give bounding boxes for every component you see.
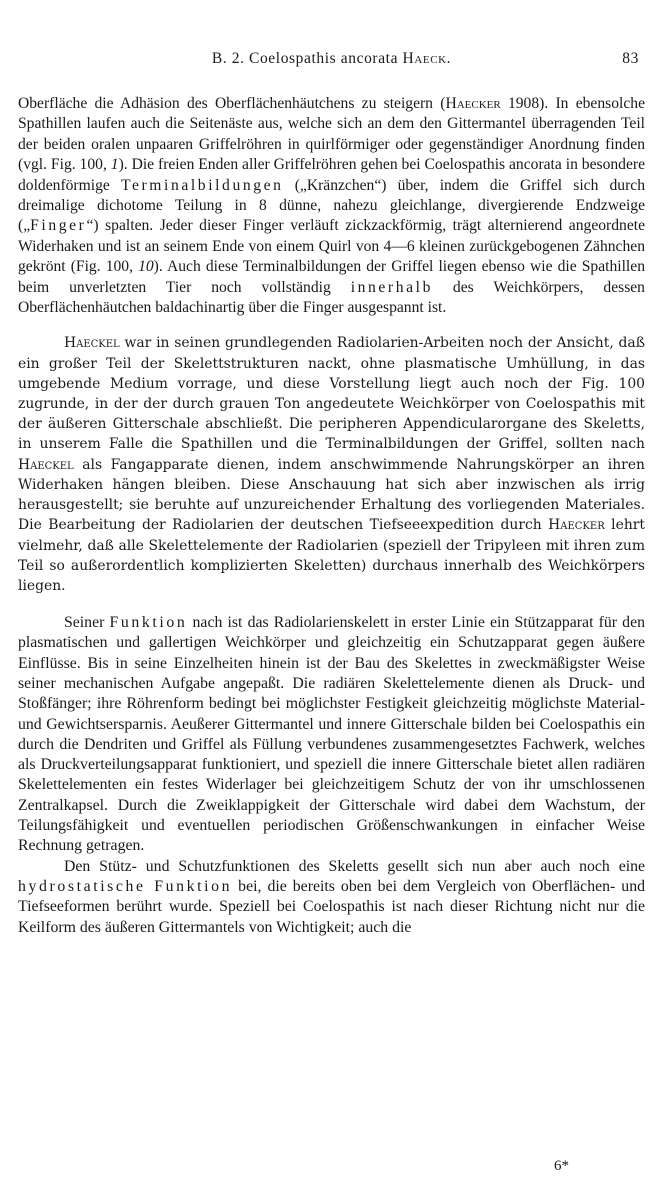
page-header bbox=[18, 50, 645, 72]
paragraph-3: Seiner Funktion nach ist das Radiolarienskelett in erster Linie ein Stützapparat für den plasmatischen und gallertigen Weichkörper und gleichzeitig ein Schutzapparat gegen äußere Einflüsse. Bis in seine Einzelheiten hinein ist der Bau des Skelettes in zweckmäßigster Weise seiner mechanischen Aufgabe angepaßt. Die radiären Skelettelemente dienen als Druck- und Stoßfänger; ihre Röhrenform bedingt bei möglichster Festigkeit gleichzeitig möglichste Material- und Gewichtsersparnis. Aeußerer Gittermantel und innere Gitterschale bilden bei Coelospathis ein durch die Dendriten und Griffel als Füllung verbundenes zusammengesetztes Fachwerk, welches als Druckverteilungsapparat funktioniert, und speziell die innere Gitterschale bietet allen radiären Skelettelementen ein festes Widerlager bei gleichzeitigem Schutz der von ihr umschlossenen Zentralkapsel. Durch die Zweiklappigkeit der Gitterschale wird dabei dem Wachstum, der Teilungsfähigkeit und eventuellen periodischen Größenschwankungen in einfacher Weise Rechnung getragen. bbox=[18, 614, 645, 855]
page-number: 83 bbox=[622, 50, 639, 67]
author-name: Haecker bbox=[445, 95, 501, 112]
running-head-author: Haeck. bbox=[402, 50, 452, 67]
paragraph-1: Oberfläche die Adhäsion des Oberflächenhäutchens zu steigern (Haecker 1908). In ebensolche Spathillen laufen auch die Seitenäste aus, welche sich an dem den Gittermantel überragenden Teil der beiden oralen unpaaren Griffelröhren in quirlförmiger oder gegenständiger Anordnung finden (vgl. Fig. 100, 1). Die freien Enden aller Griffelröhren gehen bei Coelospathis ancorata in besondere doldenförmige Terminalbildungen („Kränzchen“) über, indem die Griffel sich durch dreimalige dichotome Teilung in 8 dünne, nahezu gleichlange, divergierende Endzweige („Finger“) spalten. Jeder dieser Finger verläuft zickzackförmig, trägt alternierend angeordnete Widerhaken und ist an seinem Ende von einem Quirl von 4—6 kleinen zurückgebogenen Zähnchen gekrönt (Fig. 100, 10). Auch diese Terminalbildungen der Griffel liegen ebenso wie die Spathillen beim unverletzten Tier noch vollständig innerhalb des Weichkörpers, dessen Oberflächenhäutchen baldachinartig über die Finger ausgespannt ist. bbox=[18, 95, 646, 317]
running-head-title: B. 2. Coelospathis ancorata bbox=[211, 50, 403, 67]
figure-ref: 10 bbox=[138, 258, 154, 276]
emphasis-term: innerhalb bbox=[350, 278, 433, 296]
paragraph-2: Haeckel war in seinen grundlegenden Radiolarien-Arbeiten noch der Ansicht, daß ein großer Teil der Skelettstrukturen nackt, ohne plasmatische Umhüllung, in das umgebende Medium vorrage, und diese Vorstellung liegt auch noch der Fig. 100 zugrunde, in der der durch grauen Ton angedeutete Weichkörper von Coelospathis mit der äußeren Gitterschale abschließt. Die peripheren Appendicularorgane des Skeletts, in unserem Falle die Spathillen und die Terminalbildungen der Griffel, sollten nach Haeckel als Fangapparate dienen, indem anschwimmende Nahrungskörper an ihren Widerhaken hängen bleiben. Diese Anschauung hat sich aber inzwischen als irrig herausgestellt; sie beruhte auf unzureichender Erhaltung des vorliegenden Materiales. Die Bearbeitung der Radiolarien der deutschen Tiefseeexpedition durch Haecker lehrt vielmehr, daß alle Skelettelemente der Radiolarien (speziell der Tripyleen mit ihren zum Teil so außerordentlich komplizierten Skeletten) durchaus innerhalb des Weichkörpers liegen. bbox=[18, 335, 646, 594]
author-name: Haeckel bbox=[18, 456, 74, 473]
author-name: Haecker bbox=[548, 517, 605, 534]
author-name: Haeckel bbox=[64, 335, 120, 352]
emphasis-term: hydrostatische Funktion bbox=[18, 877, 233, 895]
running-head bbox=[18, 50, 645, 68]
paragraph-4: Den Stütz- und Schutzfunktionen des Skeletts gesellt sich nun aber auch noch eine hydrostatische Funktion bei, die bereits oben bei dem Vergleich von Oberflächen- und Tiefseeformen berührt wurde. Speziell bei Coelospathis ist nach dieser Richtung nicht nur die Keilform des äußeren Gittermantels von Wichtigkeit; auch die bbox=[18, 857, 645, 936]
figure-ref: 1 bbox=[110, 156, 119, 174]
emphasis-term: Finger bbox=[30, 217, 87, 235]
signature-mark: 6* bbox=[554, 1158, 569, 1174]
emphasis-term: Terminalbildungen bbox=[120, 176, 284, 194]
emphasis-term: Funktion bbox=[109, 614, 188, 632]
page-body bbox=[18, 94, 645, 938]
